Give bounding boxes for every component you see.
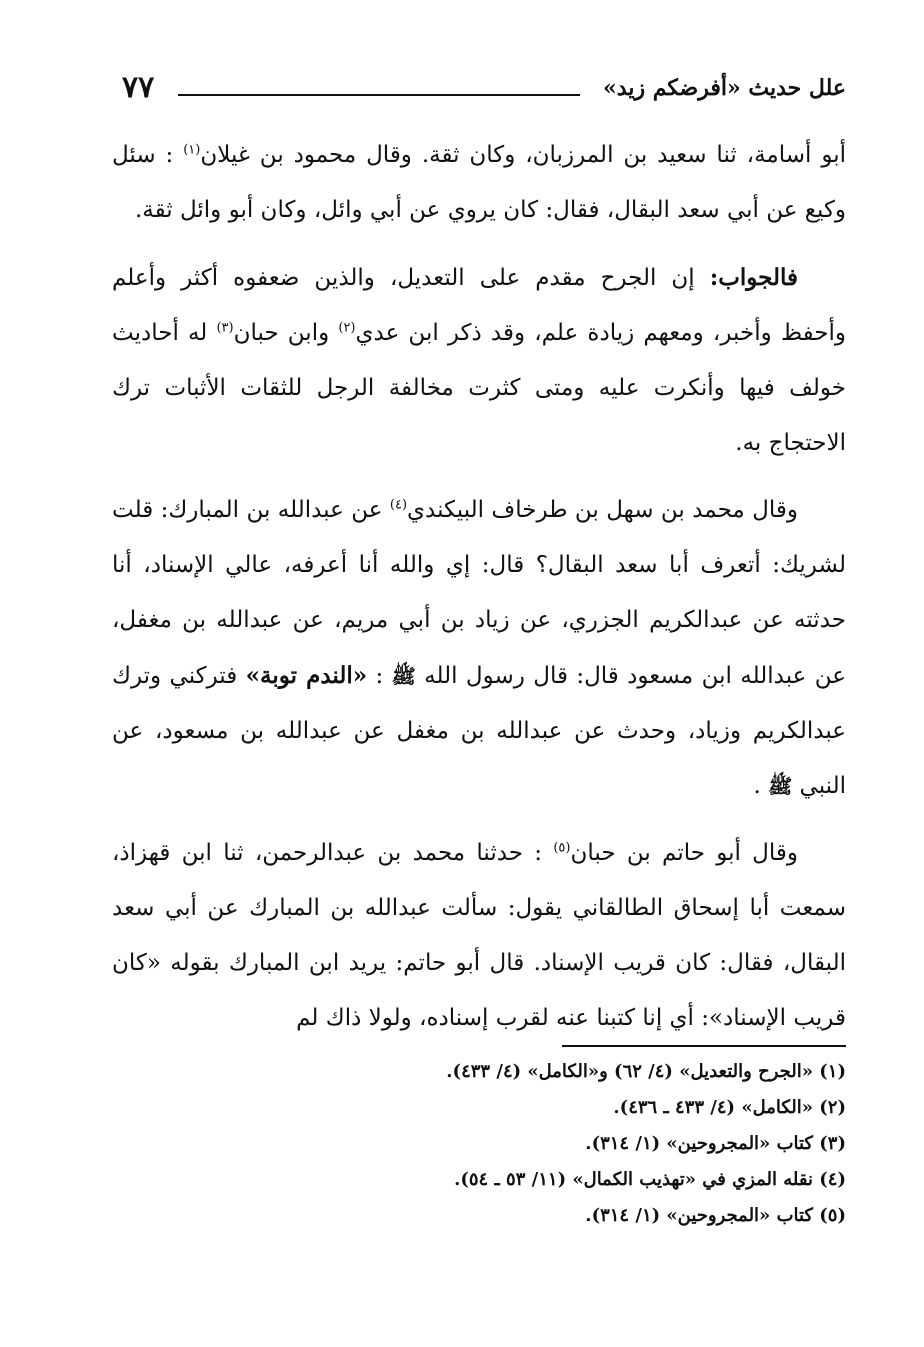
footnote-3: (٣) كتاب «المجروحين» (١/ ٣١٤). [585, 1133, 846, 1154]
p4-text-b: : حدثنا محمد بن عبدالرحمن، ثنا ابن قهزاذ، سمعت أبا إسحاق الطالقاني يقول: سألت عبدالله بن المبارك عن أبي سعد البقال، فقال: كان قريب الإسناد. قال أبو حاتم: يريد ابن المبارك بقوله «كان قريب الإسناد»: أي إنا كتبنا عنه لقرب إسناده، ولولا ذاك لم [112, 840, 846, 1031]
footnote-4: (٤) نقله المزي في «تهذيب الكمال» (١١/ ٥٣ ـ ٥٤). [454, 1169, 846, 1190]
footnotes [300, 1054, 846, 1234]
p4-text-a: وقال أبو حاتم بن حبان [570, 840, 798, 866]
p1-text-b: : سئل وكيع عن أبي سعد البقال، فقال: كان يروي عن أبي وائل، وكان أبو وائل ثقة. [112, 142, 846, 223]
footnote-ref-4: (٤) [389, 497, 408, 513]
page-number: ٧٧ [122, 70, 155, 105]
p2-text-a: إن الجرح مقدم على التعديل، والذين ضعفوه أكثر وأعلم وأحفظ وأخبر، ومعهم زيادة علم، وقد ذكر ابن عدي [112, 265, 847, 346]
paragraph-2 [112, 250, 846, 471]
running-title: علل حديث «أفرضكم زيد» [603, 75, 846, 101]
footnote-5: (٥) كتاب «المجروحين» (١/ ٣١٤). [585, 1205, 846, 1226]
p3-text-d: فتركني وترك عبدالكريم وزياد، وحدث عن عبدالله بن مغفل عن عبدالله بن مسعود، عن النبي [112, 663, 846, 799]
footnote-2: (٢) «الكامل» (٤/ ٤٣٣ ـ ٤٣٦). [613, 1097, 846, 1118]
paragraph-4 [112, 826, 846, 1046]
hadith-quote: «الندم توبة» [245, 662, 368, 689]
footnote-ref-5: (٥) [553, 840, 571, 856]
paragraph-1 [112, 128, 846, 238]
p3-text-e: . [753, 773, 769, 799]
honorific-glyph: ﷺ [391, 664, 416, 688]
p3-text-c: : [367, 663, 392, 689]
p3-text-a: وقال محمد بن سهل بن طرخاف البيكندي [407, 497, 798, 523]
p2-text-b: وابن حبان [233, 320, 339, 346]
answer-lead: فالجواب: [709, 264, 798, 291]
footnote-ref-1: (١) [183, 142, 201, 158]
footnote-1: (١) «الجرح والتعديل» (٤/ ٦٢) و«الكامل» (٤/ ٤٣٣). [446, 1061, 846, 1082]
footnote-ref-2: (٢) [338, 320, 356, 336]
main-text [112, 128, 846, 1058]
running-header [112, 70, 846, 110]
p3-text-b: عن عبدالله بن المبارك: قلت لشريك: أتعرف أبا سعد البقال؟ قال: إي والله أنا أعرفه، عالي الإسناد، أنا حدثته عن عبدالكريم الجزري، عن زياد بن أبي مريم، عن عبدالله بن مغفل، عن عبدالله ابن مسعود قال: قال رسول الله [112, 497, 846, 689]
paragraph-3 [112, 483, 846, 814]
honorific-glyph: ﷺ [768, 774, 793, 798]
p2-text-c: له أحاديث خولف فيها وأنكرت عليه ومتى كثرت مخالفة الرجل للثقات الأثبات ترك الاحتجاج به. [112, 320, 846, 456]
footnote-ref-3: (٣) [216, 320, 234, 336]
p1-text-a: أبو أسامة، ثنا سعيد بن المرزبان، وكان ثقة. وقال محمود بن غيلان [200, 142, 846, 168]
header-rule [178, 94, 580, 96]
footnote-separator [562, 1045, 846, 1047]
